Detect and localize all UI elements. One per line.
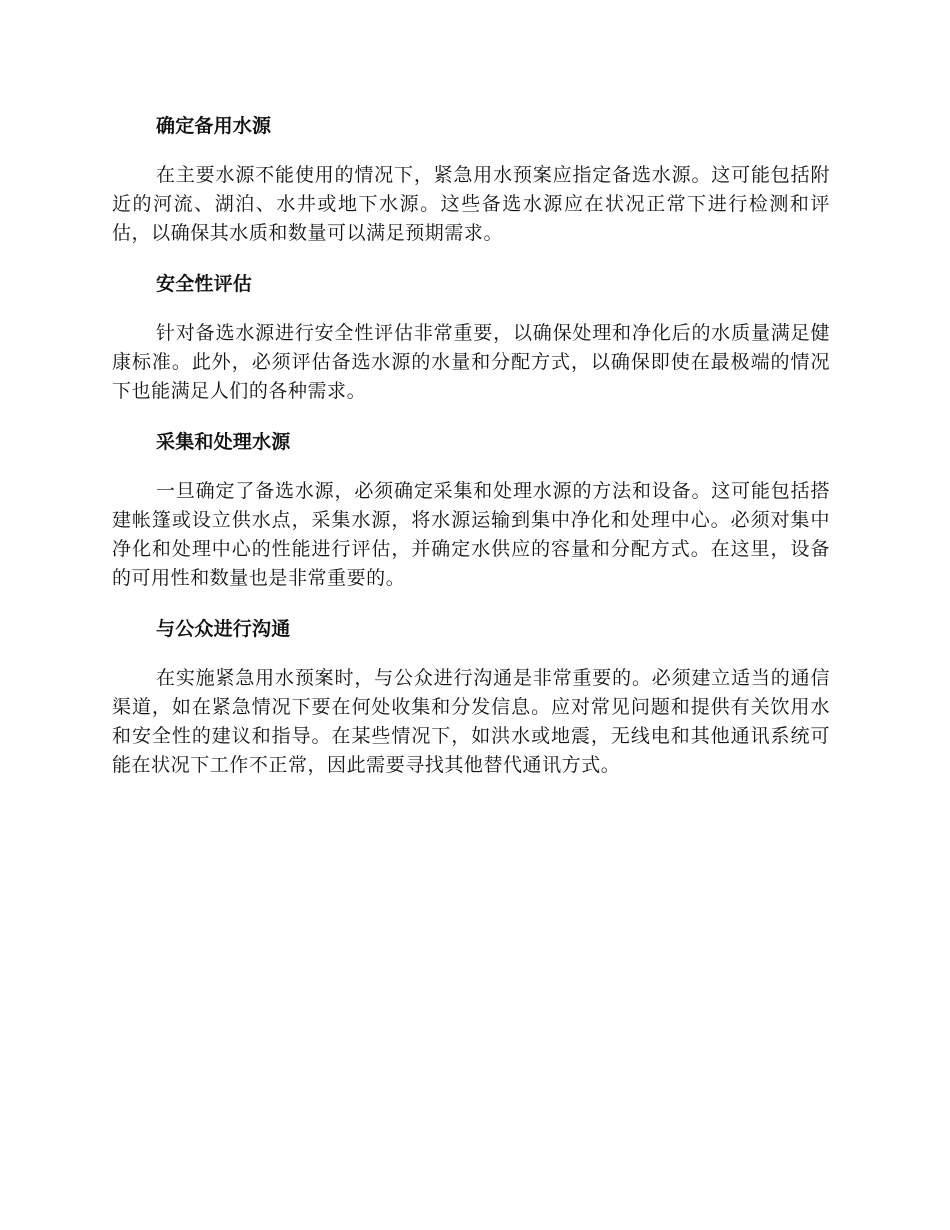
section-heading: 采集和处理水源 [156,431,291,453]
section-public-communication [112,613,830,780]
section-safety-assessment [112,268,830,406]
section-heading: 确定备用水源 [156,115,272,137]
section-backup-water-source [112,110,830,248]
section-heading: 安全性评估 [156,273,253,295]
section-paragraph: 针对备选水源进行安全性评估非常重要，以确保处理和净化后的水质量满足健康标准。此外，必须评估备选水源的水量和分配方式，以确保即使在最极端的情况下也能满足人们的各种需求。 [112,322,830,402]
section-heading: 与公众进行沟通 [156,618,291,640]
section-paragraph: 一旦确定了备选水源，必须确定采集和处理水源的方法和设备。这可能包括搭建帐篷或设立供水点，采集水源，将水源运输到集中净化和处理中心。必须对集中净化和处理中心的性能进行评估，并确定水供应的容量和分配方式。在这里，设备的可用性和数量也是非常重要的。 [112,480,830,589]
section-collection-treatment [112,426,830,593]
section-paragraph: 在主要水源不能使用的情况下，紧急用水预案应指定备选水源。这可能包括附近的河流、湖泊、水井或地下水源。这些备选水源应在状况正常下进行检测和评估，以确保其水质和数量可以满足预期需求。 [112,164,830,244]
section-paragraph: 在实施紧急用水预案时，与公众进行沟通是非常重要的。必须建立适当的通信渠道，如在紧急情况下要在何处收集和分发信息。应对常见问题和提供有关饮用水和安全性的建议和指导。在某些情况下，如洪水或地震，无线电和其他通讯系统可能在状况下工作不正常，因此需要寻找其他替代通讯方式。 [112,667,830,776]
